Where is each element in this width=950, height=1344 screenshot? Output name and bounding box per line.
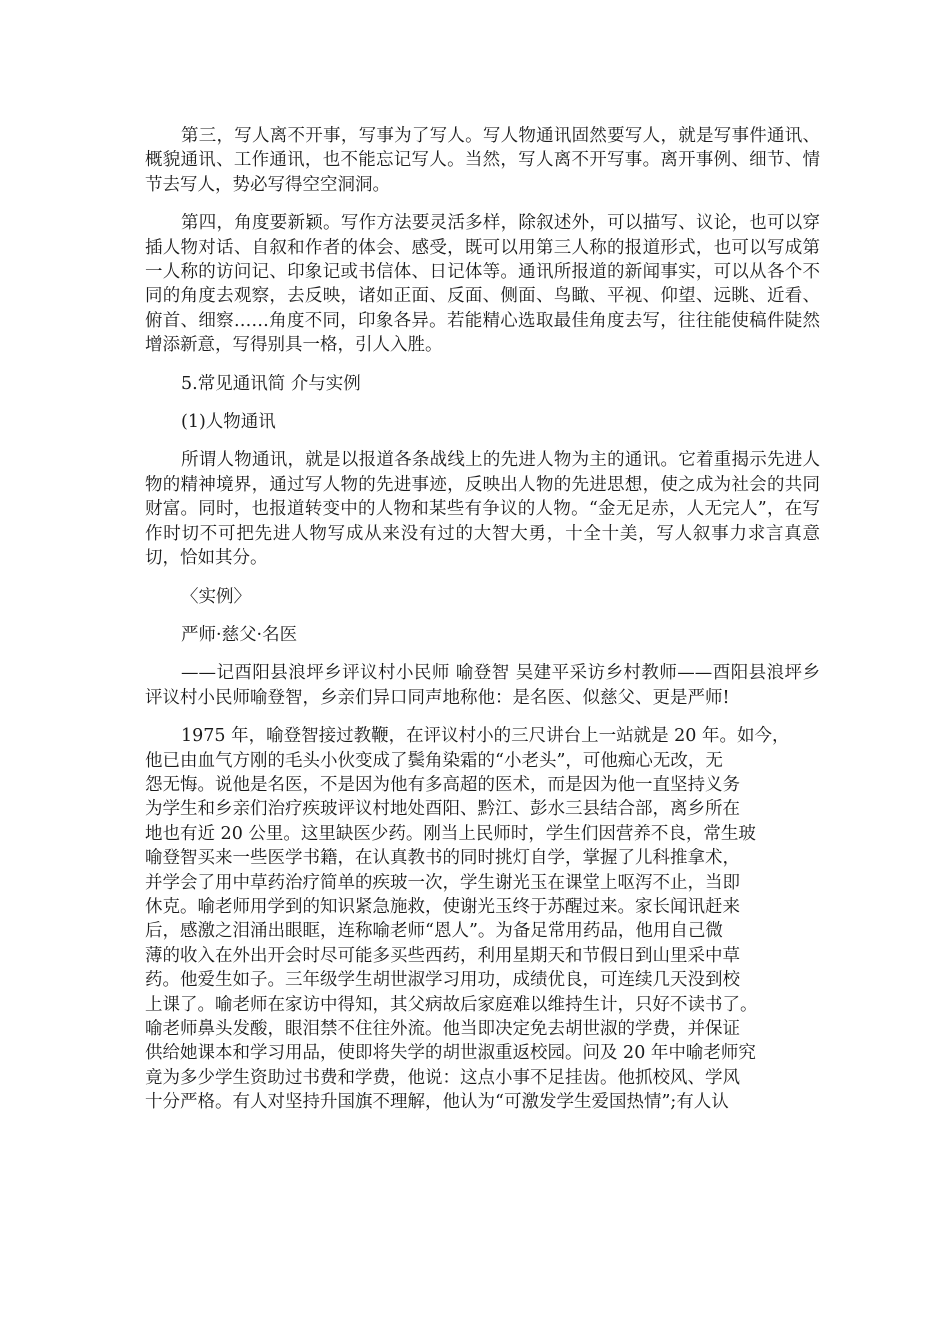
section-heading: 5.常见通讯简 介与实例 <box>181 373 361 394</box>
body-line: 并学会了用中草药治疗简单的疾玻一次，学生谢光玉在课堂上呕泻不止，当即 <box>145 872 740 893</box>
body-line: 喻登智买来一些医学书籍，在认真教书的同时挑灯自学，掌握了儿科推拿术， <box>145 848 740 869</box>
body-line: 为学生和乡亲们治疗疾玻评议村地处酉阳、黔江、彭水三县结合部，离乡所在 <box>145 799 740 820</box>
body-line: 1975 年，喻登智接过教鞭，在评议村小的三尺讲台上一站就是 20 年。如今， <box>181 726 790 747</box>
body-line: 供给她课本和学习用品，使即将失学的胡世淑重返校园。问及 20 年中喻老师究 <box>145 1043 756 1064</box>
article-body <box>145 724 825 1115</box>
body-line: 休克。喻老师用学到的知识紧急施救，使谢光玉终于苏醒过来。家长闻讯赶来 <box>145 896 740 917</box>
example-label: 〈实例〉 <box>181 586 251 607</box>
document-page <box>145 124 820 1115</box>
paragraph-third-point: 第三，写人离不开事，写事为了写人。写人物通讯固然要写人，就是写事件通讯、概貌通讯、工作通讯，也不能忘记写人。当然，写人离不开写事。离开事例、细节、情节去写人，势必写得空空洞洞。 <box>145 126 820 195</box>
body-line: 后，感激之泪涌出眼眶，连称喻老师“恩人”。为备足常用药品，他用自己微 <box>145 921 723 942</box>
body-line: 地也有近 20 公里。这里缺医少药。刚当上民师时，学生们因营养不良，常生玻 <box>145 823 756 844</box>
body-line: 薄的收入在外出开会时尽可能多买些西药，利用星期天和节假日到山里采中草 <box>145 945 740 966</box>
subsection-heading: (1)人物通讯 <box>181 412 276 433</box>
body-line: 喻老师鼻头发酸，眼泪禁不住往外流。他当即决定免去胡世淑的学费，并保证 <box>145 1019 740 1039</box>
paragraph-definition: 所谓人物通讯，就是以报道各条战线上的先进人物为主的通讯。它着重揭示先进人物的精神境界，通过写人物的先进事迹，反映出人物的先进思想，使之成为社会的共同财富。同时，也报道转变中的人物和某些有争议的人物。“金无足赤，人无完人”，在写作时切不可把先进人物写成从来没有过的大智大勇，十全十美，写人叙事力求言真意切，恰如其分。 <box>145 450 820 569</box>
paragraph-fourth-point: 第四，角度要新颖。写作方法要灵活多样，除叙述外，可以描写、议论，也可以穿插人物对话、自叙和作者的体会、感受，既可以用第三人称的报道形式，也可以写成第一人称的访问记、印象记或书信体、日记体等。通讯所报道的新闻事实，可以从各个不同的角度去观察，去反映，诸如正面、反面、侧面、鸟瞰、平视、仰望、远眺、近看、俯首、细察……角度不同，印象各异。若能精心选取最佳角度去写，往往能使稿件陡然增添新意，写得别具一格，引人入胜。 <box>145 213 820 356</box>
body-line: 十分严格。有人对坚持升国旗不理解，他认为“可激发学生爱国热情”;有人认 <box>145 1092 729 1113</box>
article-subtitle: ——记酉阳县浪坪乡评议村小民师 喻登智 吴建平采访乡村教师——酉阳县浪坪乡评议村小民师喻登智，乡亲们异口同声地称他：是名医、似慈父、更是严师! <box>145 663 820 708</box>
body-line: 上课了。喻老师在家访中得知，其父病故后家庭难以维持生计，只好不读书了。 <box>145 994 758 1015</box>
body-line: 他已由血气方刚的毛头小伙变成了鬓角染霜的“小老头”，可他痴心无改，无 <box>145 750 723 771</box>
article-title: 严师·慈父·名医 <box>181 624 298 645</box>
body-line: 竟为多少学生资助过书费和学费，他说：这点小事不足挂齿。他抓校风、学风 <box>145 1067 740 1088</box>
body-line: 药。他爱生如子。三年级学生胡世淑学习用功，成绩优良，可连续几天没到校 <box>145 970 740 991</box>
body-line: 怨无悔。说他是名医，不是因为他有多高超的医术，而是因为他一直坚持义务 <box>145 774 740 795</box>
